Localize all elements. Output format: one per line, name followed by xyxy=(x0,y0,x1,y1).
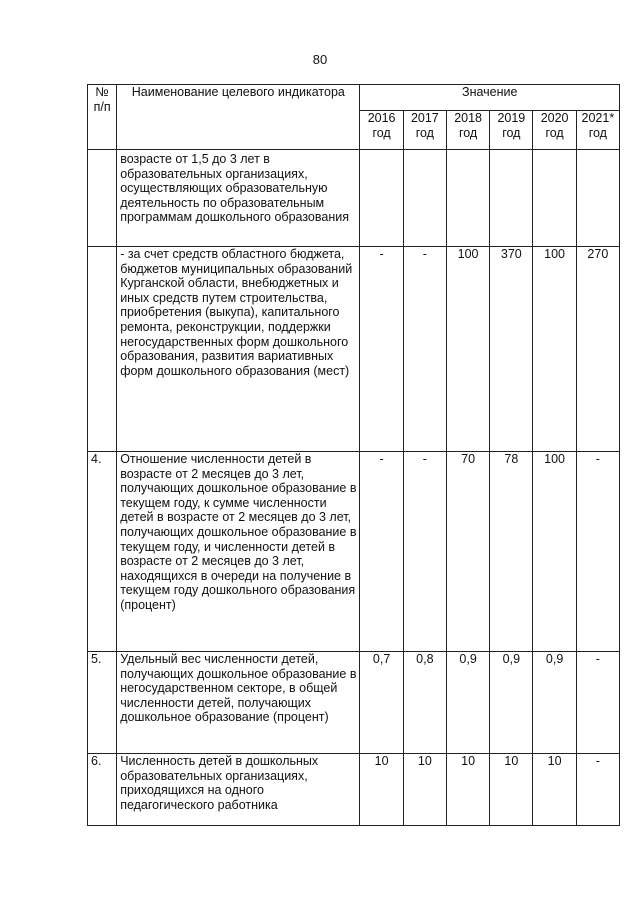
row-value: - xyxy=(360,247,403,452)
row-value: 0,7 xyxy=(360,652,403,754)
row-value: 100 xyxy=(533,247,576,452)
row-value: 70 xyxy=(446,452,489,652)
table-row xyxy=(88,652,620,754)
row-value: - xyxy=(576,754,619,826)
row-num: 4. xyxy=(88,452,117,652)
row-value xyxy=(533,150,576,247)
row-value: - xyxy=(576,452,619,652)
header-year: 2018 год xyxy=(446,111,489,150)
page-number: 80 xyxy=(312,52,328,67)
row-value: 0,9 xyxy=(490,652,533,754)
table-row xyxy=(88,452,620,652)
row-num: 5. xyxy=(88,652,117,754)
row-value: 10 xyxy=(360,754,403,826)
row-value: 10 xyxy=(446,754,489,826)
header-year: 2017 год xyxy=(403,111,446,150)
row-value: 100 xyxy=(533,452,576,652)
row-indicator-name: Отношение численности детей в возрасте от 2 месяцев до 3 лет, получающих дошкольное образование в текущем году, к сумме численности детей в возрасте от 2 месяцев до 3 лет, получающих дошкольное образование в текущем году, и численности детей в возрасте от 2 месяцев до 3 лет, находящихся в очереди на получение в текущем году дошкольного образования (процент) xyxy=(117,452,360,652)
table-row xyxy=(88,247,620,452)
row-value: 270 xyxy=(576,247,619,452)
row-indicator-name: - за счет средств областного бюджета, бюджетов муниципальных образований Курганской области, внебюджетных и иных средств путем строительства, приобретения (выкупа), капитального ремонта, реконструкции, поддержки негосударственных форм дошкольного образования, развития вариативных форм дошкольного образования (мест) xyxy=(117,247,360,452)
row-value: 10 xyxy=(403,754,446,826)
row-value: 0,9 xyxy=(533,652,576,754)
row-value xyxy=(490,150,533,247)
row-value xyxy=(446,150,489,247)
row-indicator-name: Численность детей в дошкольных образовательных организациях, приходящихся на одного педагогического работника xyxy=(117,754,360,826)
row-value: 0,8 xyxy=(403,652,446,754)
row-value: - xyxy=(403,247,446,452)
row-value: - xyxy=(576,652,619,754)
header-year: 2016 год xyxy=(360,111,403,150)
header-indicator-name: Наименование целевого индикатора xyxy=(117,85,360,150)
header-year: 2020 год xyxy=(533,111,576,150)
row-value: - xyxy=(360,452,403,652)
row-num xyxy=(88,150,117,247)
row-value: 10 xyxy=(490,754,533,826)
row-value: 100 xyxy=(446,247,489,452)
row-value: - xyxy=(403,452,446,652)
table-row xyxy=(88,150,620,247)
row-indicator-name: Удельный вес численности детей, получающих дошкольное образование в негосударственном секторе, в общей численности детей, получающих дошкольное образование (процент) xyxy=(117,652,360,754)
row-value xyxy=(360,150,403,247)
header-year: 2019 год xyxy=(490,111,533,150)
row-value: 0,9 xyxy=(446,652,489,754)
row-indicator-name: возрасте от 1,5 до 3 лет в образовательных организациях, осуществляющих образовательную деятельность по образовательным программам дошкольного образования xyxy=(117,150,360,247)
row-value xyxy=(576,150,619,247)
row-num: 6. xyxy=(88,754,117,826)
row-value: 78 xyxy=(490,452,533,652)
row-value: 370 xyxy=(490,247,533,452)
row-value xyxy=(403,150,446,247)
row-num xyxy=(88,247,117,452)
header-value: Значение xyxy=(360,85,620,111)
header-year: 2021* год xyxy=(576,111,619,150)
indicators-table xyxy=(87,84,620,826)
header-num: № п/п xyxy=(88,85,117,150)
table-row xyxy=(88,754,620,826)
row-value: 10 xyxy=(533,754,576,826)
